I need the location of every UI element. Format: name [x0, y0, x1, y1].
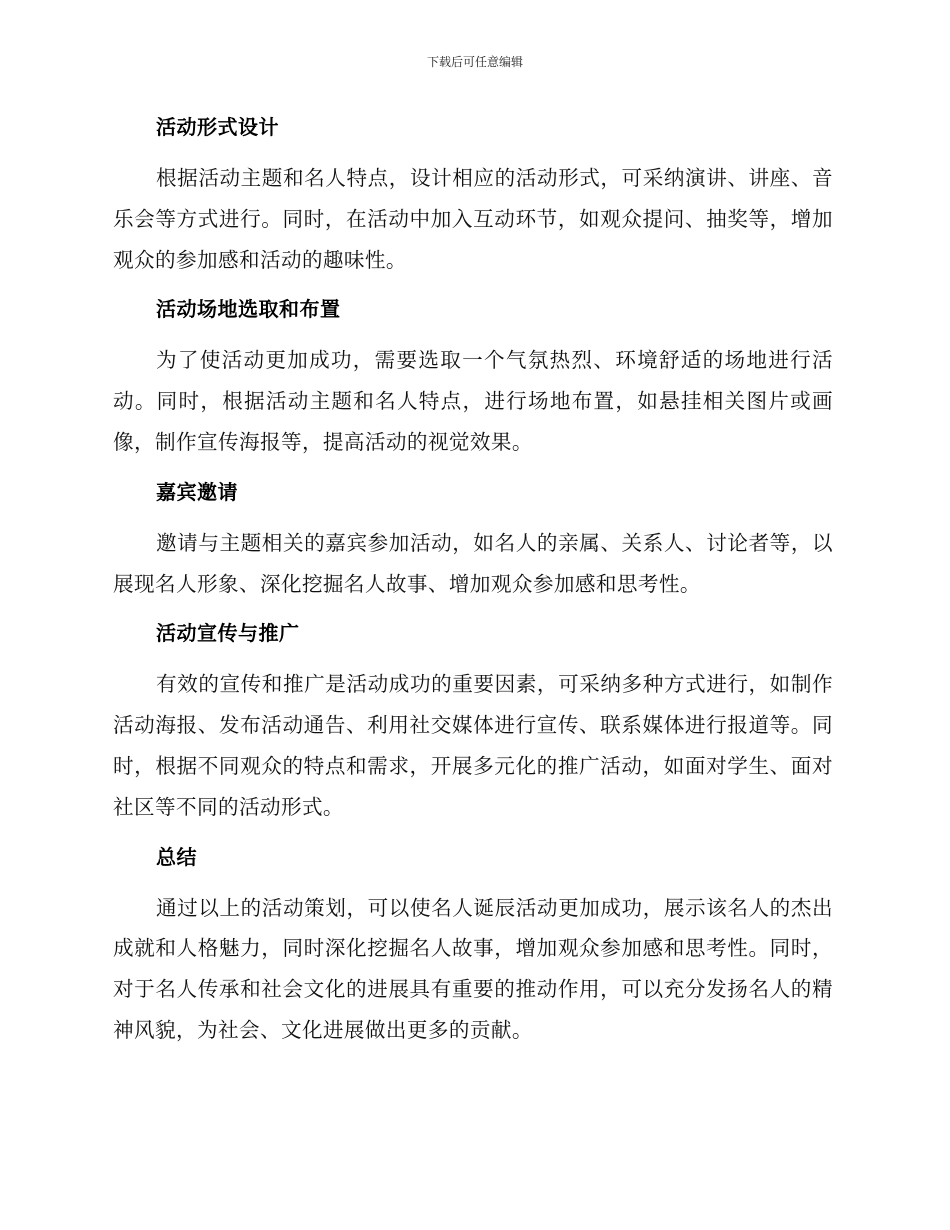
section-body-guests: 邀请与主题相关的嘉宾参加活动，如名人的亲属、关系人、讨论者等，以展现名人形象、深化挖掘名人故事、增加观众参加感和思考性。	[113, 530, 833, 596]
section-title-summary: 总结	[156, 844, 197, 869]
section-title-venue: 活动场地选取和布置	[156, 297, 341, 322]
section-title-promotion: 活动宣传与推广	[156, 621, 300, 646]
document-body	[113, 108, 833, 1051]
header-note: 下载后可任意编辑	[426, 55, 523, 69]
section-body-promotion: 有效的宣传和推广是活动成功的重要因素，可采纳多种方式进行，如制作活动海报、发布活动通告、利用社交媒体进行宣传、联系媒体进行报道等。同时，根据不同观众的特点和需求，开展多元化的推广活动，如面对学生、面对社区等不同的活动形式。	[113, 672, 833, 819]
section-body-activity-format: 根据活动主题和名人特点，设计相应的活动形式，可采纳演讲、讲座、音乐会等方式进行。同时，在活动中加入互动环节，如观众提问、抽奖等，增加观众的参加感和活动的趣味性。	[113, 166, 833, 272]
section-title-guests: 嘉宾邀请	[156, 479, 238, 504]
section-body-summary: 通过以上的活动策划，可以使名人诞辰活动更加成功，展示该名人的杰出成就和人格魅力，同时深化挖掘名人故事，增加观众参加感和思考性。同时，对于名人传承和社会文化的进展具有重要的推动作用，可以充分发扬名人的精神风貌，为社会、文化进展做出更多的贡献。	[113, 895, 833, 1042]
section-title-activity-format: 活动形式设计	[156, 115, 279, 139]
section-body-venue: 为了使活动更加成功，需要选取一个气氛热烈、环境舒适的场地进行活动。同时，根据活动主题和名人特点，进行场地布置，如悬挂相关图片或画像，制作宣传海报等，提高活动的视觉效果。	[113, 348, 833, 454]
